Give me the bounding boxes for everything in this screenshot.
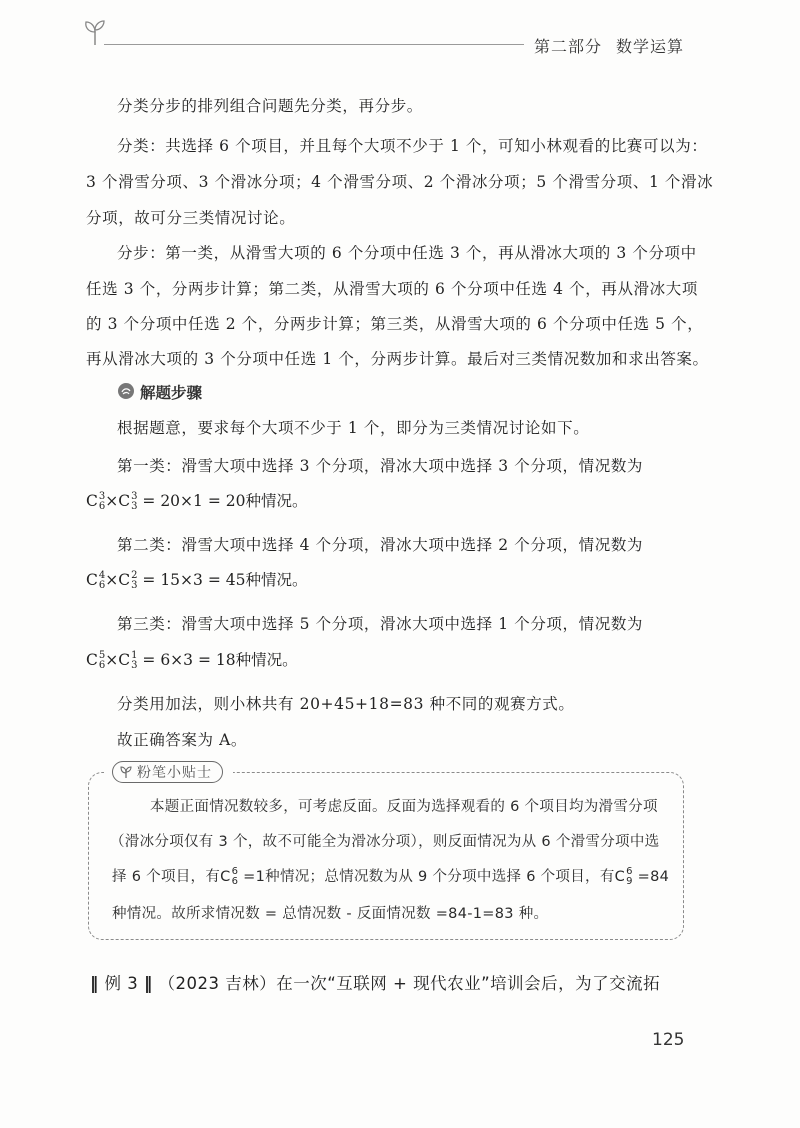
tip-line3-a: 择 6 个项目，有	[112, 869, 221, 885]
example-label: 例 3	[104, 974, 139, 993]
case2-formula: C 4 6 ×C 2 3 = 15×3 = 45种情况。	[86, 570, 308, 591]
para-intro: 分类分步的排列组合问题先分类，再分步。	[117, 97, 423, 115]
para-steps-line2: 任选 3 个，分两步计算；第二类，从滑雪大项的 6 个分项中任选 4 个，再从滑冰大项	[86, 280, 698, 298]
tip-line4: 种情况。故所求情况数 = 总情况数 - 反面情况数 =84-1=83 种。	[112, 906, 549, 922]
leaf-icon	[119, 765, 133, 779]
para-steps-line1: 分步：第一类，从滑雪大项的 6 个分项中任选 3 个，再从滑冰大项的 3 个分项中	[117, 244, 697, 262]
case2-result: = 15×3 = 45种情况。	[137, 571, 308, 589]
example-text: （2023 吉林）在一次“互联网 + 现代农业”培训会后，为了交流拓	[158, 974, 661, 993]
tip-tag	[104, 761, 233, 783]
para-classify-line1: 分类：共选择 6 个项目，并且每个大项不少于 1 个，可知小林观看的比赛可以为：	[117, 137, 708, 155]
solution-intro: 根据题意，要求每个大项不少于 1 个，即分为三类情况讨论如下。	[117, 419, 590, 437]
sprout-icon	[82, 18, 108, 46]
tip-line3-b: =1种情况；总情况数为从 9 个分项中选择 6 个项目，有	[238, 869, 615, 885]
para-steps-line4: 再从滑冰大项的 3 个分项中任选 1 个，分两步计算。最后对三类情况数加和求出答案。	[86, 350, 709, 368]
case3-text: 第三类：滑雪大项中选择 5 个分项，滑冰大项中选择 1 个分项，情况数为	[117, 615, 644, 633]
example-heading: ‖ 例 3 ‖ （2023 吉林）在一次“互联网 + 现代农业”培训会后，为了交流拓	[90, 974, 661, 993]
case1-text: 第一类：滑雪大项中选择 3 个分项，滑冰大项中选择 3 个分项，情况数为	[117, 457, 644, 475]
sum-text: 分类用加法，则小林共有 20+45+18=83 种不同的观赛方式。	[117, 695, 575, 713]
answer-text: 故正确答案为 A。	[117, 731, 248, 749]
case1-formula: C 3 6 ×C 3 3 = 20×1 = 20种情况。	[86, 491, 308, 512]
tip-tag-label: 粉笔小贴士	[137, 765, 212, 781]
page-number: 125	[652, 1030, 685, 1050]
tip-line3-c: =84	[632, 869, 670, 885]
case2-text: 第二类：滑雪大项中选择 4 个分项，滑冰大项中选择 2 个分项，情况数为	[117, 536, 644, 554]
solution-steps-heading: 解题步骤	[140, 384, 203, 402]
para-steps-line3: 的 3 个分项中任选 2 个，分两步计算；第三类，从滑雪大项的 6 个分项中任选 5 个，	[86, 315, 704, 333]
para-classify-line2: 3 个滑雪分项、3 个滑冰分项；4 个滑雪分项、2 个滑冰分项；5 个滑雪分项、1 个滑冰	[86, 173, 714, 191]
running-header	[534, 34, 684, 57]
solution-steps-icon	[117, 382, 135, 400]
case3-formula: C 5 6 ×C 1 3 = 6×3 = 18种情况。	[86, 650, 298, 671]
case1-result: = 20×1 = 20种情况。	[137, 492, 308, 510]
header-rule	[104, 44, 524, 45]
para-classify-line3: 分项，故可分三类情况讨论。	[86, 209, 296, 227]
header-section: 数学运算	[616, 37, 685, 56]
tip-line1: 本题正面情况数较多，可考虑反面。反面为选择观看的 6 个项目均为滑雪分项	[150, 799, 658, 815]
tip-line2: （滑冰分项仅有 3 个，故不可能全为滑冰分项），则反面情况为从 6 个滑雪分项中选	[110, 834, 660, 850]
tip-line3: 择 6 个项目，有C 6 6 =1种情况；总情况数为从 9 个分项中选择 6 个项目，有C 6 9 =84	[112, 866, 670, 887]
case3-result: = 6×3 = 18种情况。	[137, 651, 298, 669]
header-part: 第二部分	[534, 37, 603, 56]
